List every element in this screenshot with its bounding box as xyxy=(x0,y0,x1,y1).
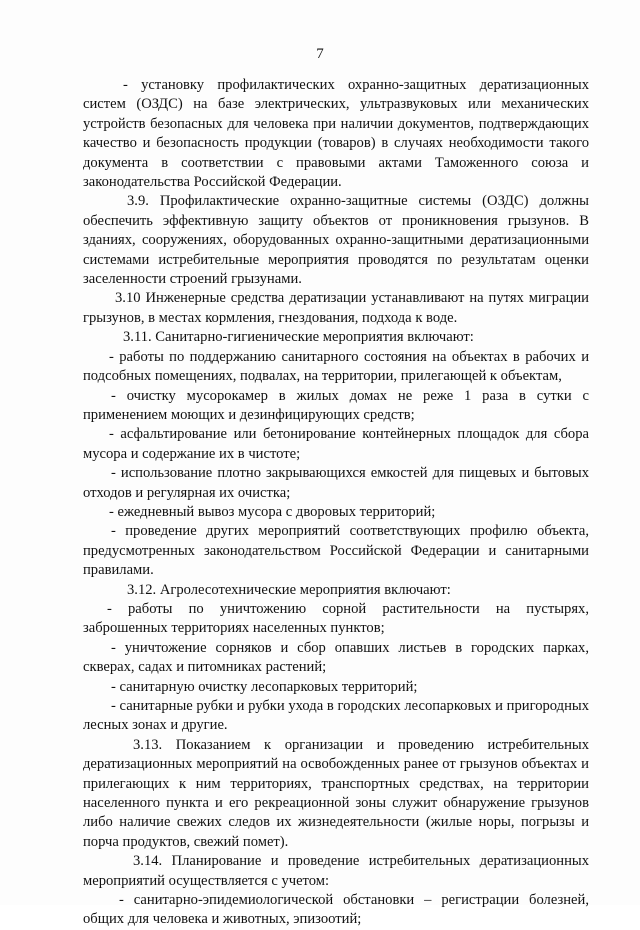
paragraph: - уничтожение сорняков и сбор опавших листьев в городских парках, скверах, садах и питомниках растений; xyxy=(83,639,589,676)
page-number: 7 xyxy=(316,46,324,62)
document-body xyxy=(83,76,589,930)
paragraph: - очистку мусорокамер в жилых домах не реже 1 раза в сутки с применением моющих и дезинфицирующих средств; xyxy=(83,387,589,423)
paragraph: - установку профилактических охранно-защитных дератизационных систем (ОЗДС) на базе электрических, ультразвуковых или механических устройств безопасных для человека при наличии документов, подтверждающих качество и безопасность продукции (товаров) в случаях необходимости такого документа в соответствии с правовыми актами Таможенного союза и законодательства Российской Федерации. xyxy=(83,77,589,191)
paragraph: 3.11. Санитарно-гигиенические мероприятия включают: xyxy=(123,329,474,346)
paragraph: - работы по уничтожению сорной растительности на пустырях, заброшенных территориях населенных пунктов; xyxy=(83,600,589,637)
paragraph: - санитарно-эпидемиологической обстановки – регистрации болезней, общих для человека и животных, эпизоотий; xyxy=(83,892,589,928)
paragraph: 3.12. Агролесотехнические мероприятия включают: xyxy=(127,581,451,598)
paragraph: 3.14. Планирование и проведение истребительных дератизационных мероприятий осуществляется с учетом: xyxy=(83,853,589,889)
paragraph: - асфальтирование или бетонирование контейнерных площадок для сбора мусора и содержание их в чистоте; xyxy=(83,426,589,462)
paragraph: - проведение других мероприятий соответствующих профилю объекта, предусмотренных законодательством Российской Федерации и санитарными правилами. xyxy=(83,523,589,579)
paragraph: 3.9. Профилактические охранно-защитные системы (ОЗДС) должны обеспечить эффективную защиту объектов от проникновения грызунов. В зданиях, сооружениях, оборудованных охранно-защитными дератизационными системами истребительные мероприятия проводятся по результатам оценки заселенности строений грызунами. xyxy=(83,193,589,288)
paragraph: - работы по поддержанию санитарного состояния на объектах в рабочих и подсобных помещениях, подвалах, на территории, прилегающей к объектам, xyxy=(83,348,589,385)
paragraph: - ежедневный вывоз мусора с дворовых территорий; xyxy=(109,503,436,520)
paragraph: - санитарную очистку лесопарковых территорий; xyxy=(111,678,418,695)
paragraph: - санитарные рубки и рубки ухода в городских лесопарковых и пригородных лесных зонах и другие. xyxy=(83,698,589,734)
paragraph: 3.13. Показанием к организации и проведению истребительных дератизационных мероприятий на освобожденных ранее от грызунов объектах и прилегающих к ним территориях, транспортных средствах, на территории населенного пункта и его рекреационной зоны служит обнаружение грызунов либо наличие свежих следов их жизнедеятельности (жилые норы, погрызы и порча продуктов, свежий помет). xyxy=(83,736,589,850)
paragraph: - использование плотно закрывающихся емкостей для пищевых и бытовых отходов и регулярная их очистка; xyxy=(83,465,589,501)
paragraph: 3.10 Инженерные средства дератизации устанавливают на путях миграции грызунов, в местах кормления, гнездования, подхода к воде. xyxy=(83,290,589,326)
